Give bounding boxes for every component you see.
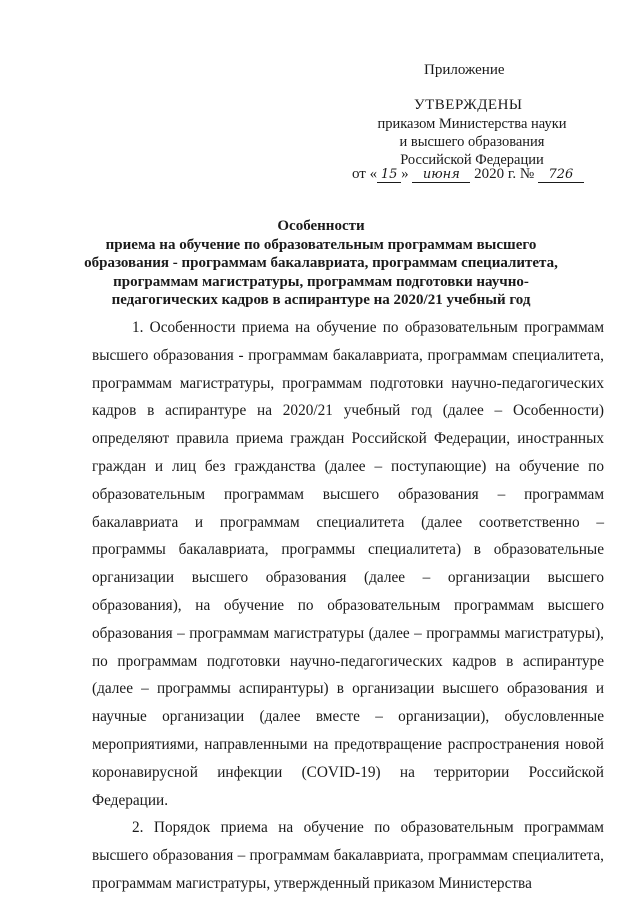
date-quote: » bbox=[401, 166, 409, 182]
document-title bbox=[78, 217, 564, 310]
order-line: и высшего образования bbox=[399, 134, 545, 150]
title-subheading: приема на обучение по образовательным программам высшего образования - программам бакалавриата, программам специалитета, программам магистратуры, программам подготовки научно-педагогических кадров в аспирантуре на 2020/21 учебный год bbox=[84, 236, 558, 308]
handwritten-month: июня bbox=[412, 167, 470, 183]
title-heading: Особенности bbox=[277, 218, 365, 234]
order-line: Российской Федерации bbox=[400, 152, 544, 168]
document-body bbox=[92, 314, 604, 898]
approved-heading: УТВЕРЖДЕНЫ bbox=[414, 97, 523, 113]
paragraph-1: 1. Особенности приема на обучение по образовательным программам высшего образования - программам бакалавриата, программам специалитета, программам магистратуры, программам подготовки научно-педагогических кадров в аспирантуре на 2020/21 учебный год (далее – Особенности) определяют правила приема граждан Российской Федерации, иностранных граждан и лиц без гражданства (далее – поступающие) на обучение по образовательным программам высшего образования – программам бакалавриата и программам специалитета (далее соответственно – программы бакалавриата, программы специалитета) в образовательные организации высшего образования (далее – организации высшего образования), на обучение по образовательным программам высшего образования – программам магистратуры (далее – программы магистратуры), по программам подготовки научно-педагогических кадров в аспирантуре (далее – программы аспирантуры) в организации высшего образования и научные организации (далее вместе – организации), обусловленные мероприятиями, направленными на предотвращение распространения новой коронавирусной инфекции (COVID-19) на территории Российской Федерации. bbox=[92, 319, 604, 809]
appendix-label: Приложение bbox=[424, 62, 505, 78]
date-year: 2020 г. № bbox=[474, 166, 535, 182]
handwritten-order-number: 726 bbox=[538, 167, 584, 183]
handwritten-day: 15 bbox=[377, 167, 401, 183]
order-date-line bbox=[352, 166, 584, 183]
order-line: приказом Министерства науки bbox=[377, 116, 567, 132]
date-prefix: от « bbox=[352, 166, 378, 182]
approval-order-block bbox=[362, 115, 582, 169]
paragraph-2: 2. Порядок приема на обучение по образовательным программам высшего образования – программам бакалавриата, программам специалитета, программам магистратуры, утвержденный приказом Министерства bbox=[92, 819, 604, 892]
